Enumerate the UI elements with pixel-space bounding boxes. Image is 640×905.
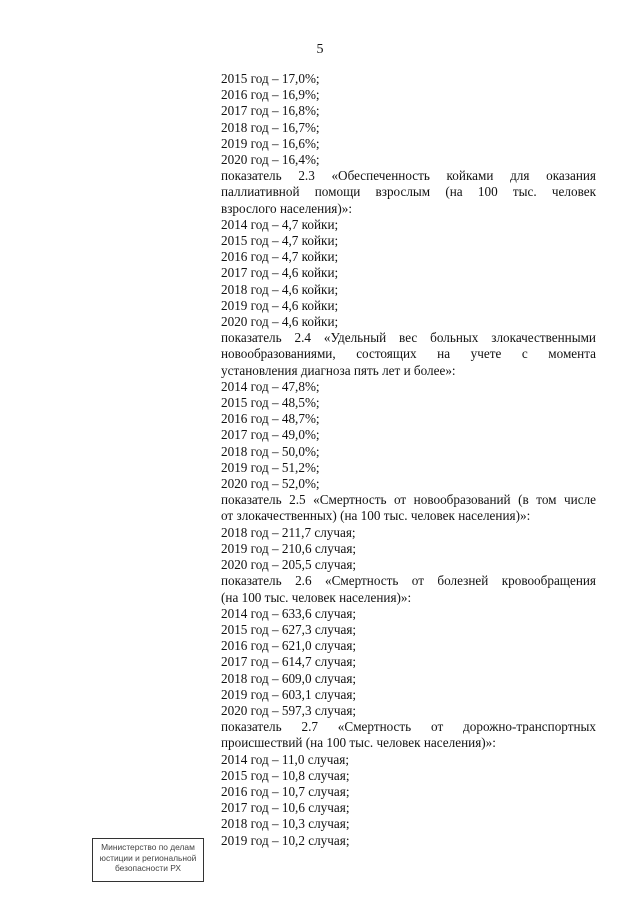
year-value-line: 2014 год – 47,8%; xyxy=(221,378,320,394)
year-value-line: 2015 год – 17,0%; xyxy=(221,71,320,86)
year-value-line: 2018 год – 16,7%; xyxy=(221,119,320,135)
paragraph-line: (на 100 тыс. человек населения)»: xyxy=(221,589,412,605)
paragraph-line: показатель 2.5 «Смертность от новообразований (в том числе xyxy=(221,492,596,508)
paragraph-line: показатель 2.7 «Смертность от дорожно-транспортных xyxy=(221,719,596,735)
document-body xyxy=(221,71,596,849)
year-value-line: 2019 год – 210,6 случая; xyxy=(221,540,357,556)
paragraph-line: происшествий (на 100 тыс. человек населения)»: xyxy=(221,735,496,751)
year-value-line: 2019 год – 51,2%; xyxy=(221,459,320,475)
year-value-line: 2018 год – 609,0 случая; xyxy=(221,670,357,686)
registration-stamp xyxy=(92,838,204,882)
paragraph-line: показатель 2.4 «Удельный вес больных злокачественными xyxy=(221,330,596,346)
year-value-line: 2016 год – 4,7 койки; xyxy=(221,249,339,265)
year-value-line: 2016 год – 621,0 случая; xyxy=(221,638,357,654)
year-value-line: 2015 год – 48,5%; xyxy=(221,395,320,411)
year-value-line: 2018 год – 10,3 случая; xyxy=(221,816,350,832)
indicator-paragraph xyxy=(221,168,596,217)
page-number: 5 xyxy=(316,42,324,57)
paragraph-line: показатель 2.6 «Смертность от болезней кровообращения xyxy=(221,573,596,589)
year-value-line: 2020 год – 4,6 койки; xyxy=(221,314,339,330)
year-value-line: 2019 год – 10,2 случая; xyxy=(221,832,350,848)
indicator-paragraph xyxy=(221,573,596,605)
year-value-line: 2014 год – 633,6 случая; xyxy=(221,605,357,621)
year-value-line: 2014 год – 11,0 случая; xyxy=(221,751,349,767)
indicator-paragraph xyxy=(221,492,596,524)
paragraph-line: взрослого населения)»: xyxy=(221,200,352,216)
paragraph-line: от злокачественных) (на 100 тыс. человек населения)»: xyxy=(221,508,531,524)
indicator-paragraph xyxy=(221,330,596,379)
year-value-line: 2020 год – 205,5 случая; xyxy=(221,557,357,573)
paragraph-line: установления диагноза пять лет и более»: xyxy=(221,362,456,378)
paragraph-line: новообразованиями, состоящих на учете с момента xyxy=(221,346,596,362)
year-value-line: 2014 год – 4,7 койки; xyxy=(221,216,339,232)
year-value-line: 2018 год – 50,0%; xyxy=(221,443,320,459)
indicator-paragraph xyxy=(221,719,596,751)
year-value-line: 2020 год – 52,0%; xyxy=(221,476,320,492)
paragraph-line: показатель 2.3 «Обеспеченность койками для оказания xyxy=(221,168,596,184)
year-value-line: 2018 год – 211,7 случая; xyxy=(221,524,356,540)
year-value-line: 2017 год – 16,8%; xyxy=(221,103,320,119)
year-value-line: 2015 год – 627,3 случая; xyxy=(221,621,357,637)
year-value-line: 2020 год – 16,4%; xyxy=(221,152,320,168)
year-value-line: 2017 год – 614,7 случая; xyxy=(221,654,357,670)
year-value-line: 2017 год – 4,6 койки; xyxy=(221,265,339,281)
year-value-line: 2017 год – 10,6 случая; xyxy=(221,800,350,816)
year-value-line: 2019 год – 603,1 случая; xyxy=(221,686,357,702)
paragraph-line: паллиативной помощи взрослым (на 100 тыс. человек xyxy=(221,184,596,200)
stamp-line: Министерство по делам xyxy=(101,842,195,852)
year-value-line: 2020 год – 597,3 случая; xyxy=(221,702,357,718)
year-value-line: 2016 год – 48,7%; xyxy=(221,411,320,427)
year-value-line: 2019 год – 4,6 койки; xyxy=(221,297,339,313)
year-value-line: 2016 год – 10,7 случая; xyxy=(221,783,350,799)
year-value-line: 2015 год – 4,7 койки; xyxy=(221,233,339,249)
stamp-line: безопасности РХ xyxy=(114,863,182,873)
year-value-line: 2016 год – 16,9%; xyxy=(221,87,320,103)
stamp-line: юстиции и региональной xyxy=(99,852,197,863)
year-value-line: 2019 год – 16,6%; xyxy=(221,135,320,151)
year-value-line: 2015 год – 10,8 случая; xyxy=(221,767,350,783)
year-value-line: 2017 год – 49,0%; xyxy=(221,427,320,443)
year-value-line: 2018 год – 4,6 койки; xyxy=(221,281,339,297)
